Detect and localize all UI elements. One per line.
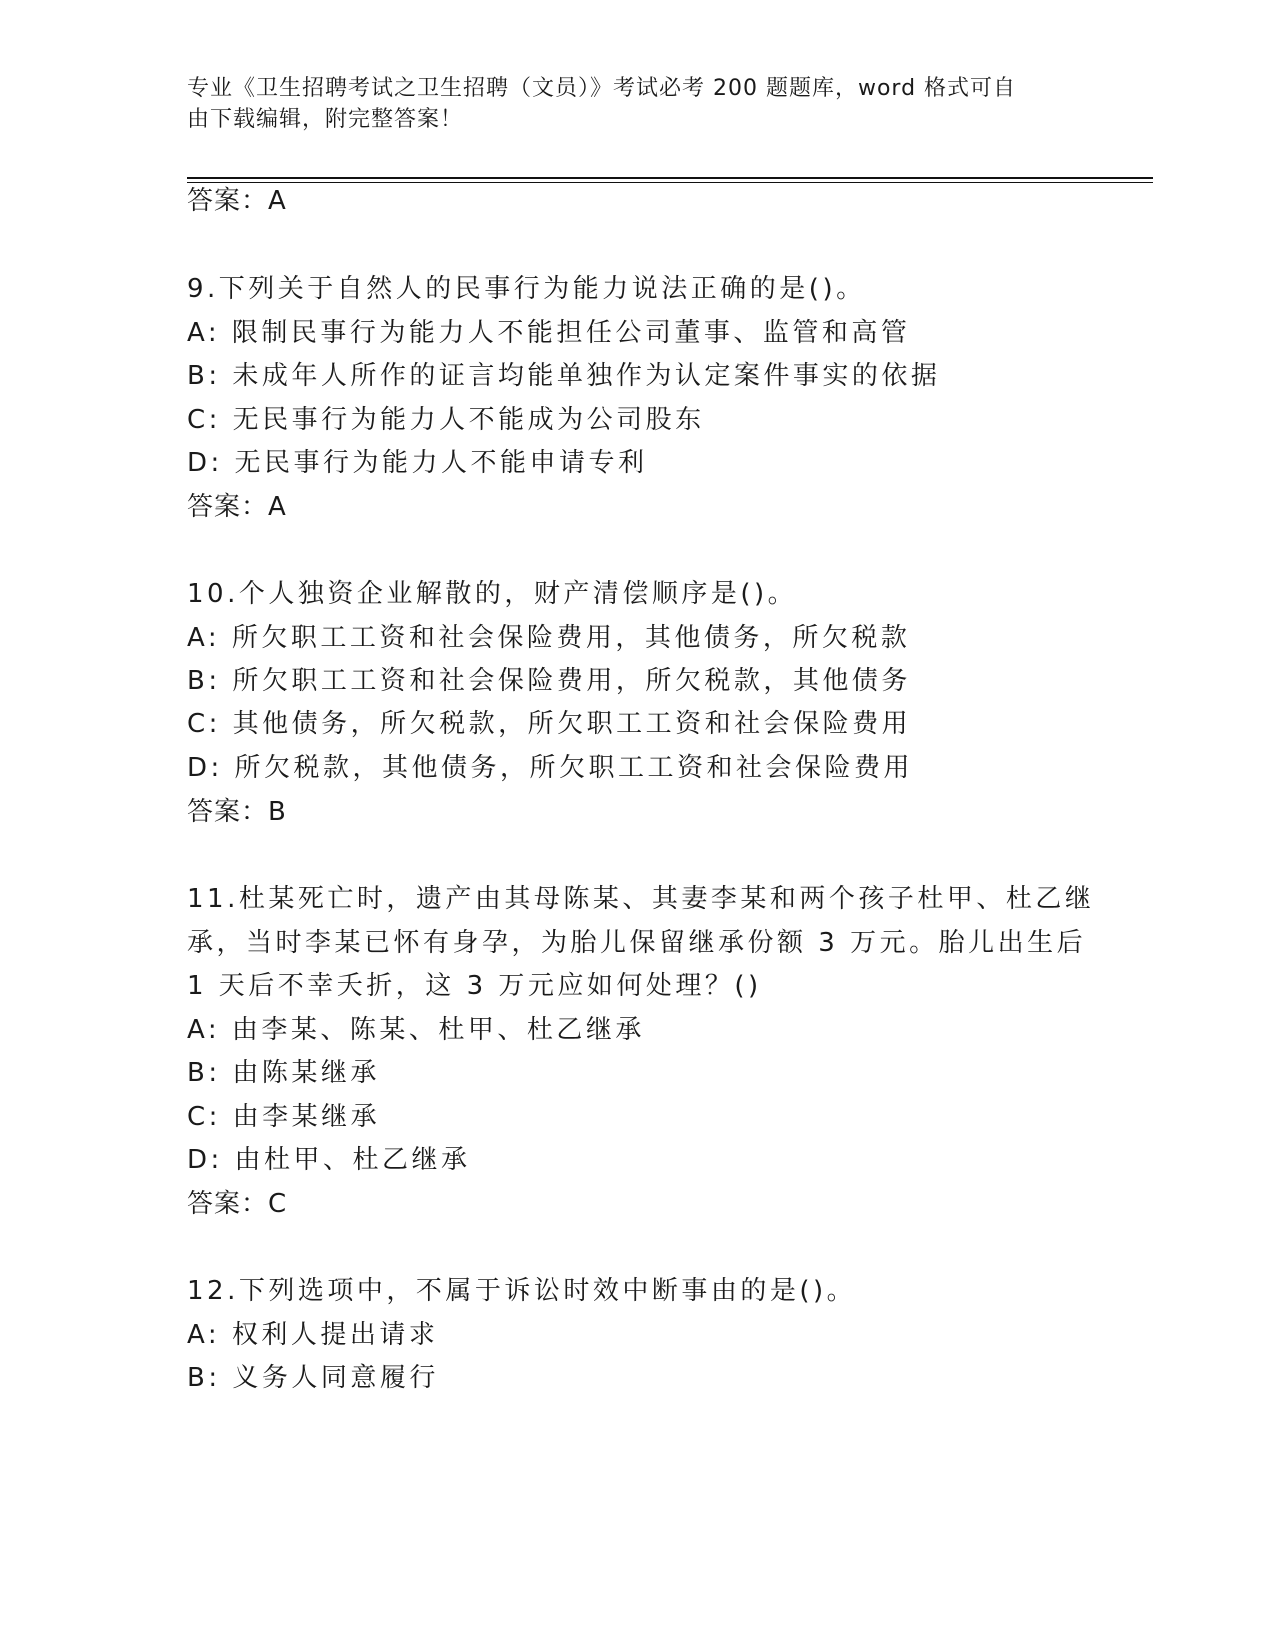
question-11-option-a: A: 由李某、陈某、杜甲、杜乙继承 [187, 1015, 645, 1045]
question-12-option-a: A: 权利人提出请求 [187, 1320, 439, 1350]
question-11-stem-line-2: 承，当时李某已怀有身孕，为胎儿保留继承份额 3 万元。胎儿出生后 [187, 928, 1087, 958]
header-line-2: 由下载编辑，附完整答案！ [187, 107, 464, 132]
question-9-option-a: A: 限制民事行为能力人不能担任公司董事、监管和高管 [187, 318, 911, 348]
question-11-option-b: B: 由陈某继承 [187, 1058, 380, 1088]
question-10-stem: 10.个人独资企业解散的，财产清偿顺序是()。 [187, 579, 798, 609]
header-divider-thin [187, 182, 1153, 183]
question-9-stem: 9.下列关于自然人的民事行为能力说法正确的是()。 [187, 274, 866, 304]
question-10-option-b: B: 所欠职工工资和社会保险费用，所欠税款，其他债务 [187, 666, 911, 696]
question-10-option-a: A: 所欠职工工资和社会保险费用，其他债务，所欠税款 [187, 623, 911, 653]
question-9-option-d: D: 无民事行为能力人不能申请专利 [187, 448, 648, 478]
question-10-option-d: D: 所欠税款，其他债务，所欠职工工资和社会保险费用 [187, 753, 914, 783]
question-12-option-b: B: 义务人同意履行 [187, 1363, 439, 1393]
question-11-stem-line-1: 11.杜某死亡时，遗产由其母陈某、其妻李某和两个孩子杜甲、杜乙继 [187, 884, 1095, 914]
question-11-stem-line-3: 1 天后不幸夭折，这 3 万元应如何处理？() [187, 971, 762, 1001]
question-10-option-c: C: 其他债务，所欠税款，所欠职工工资和社会保险费用 [187, 709, 912, 739]
header-line-1: 专业《卫生招聘考试之卫生招聘（文员）》考试必考 200 题题库，word 格式可自 [187, 76, 1017, 101]
document-header [187, 73, 1067, 135]
question-12-stem: 12.下列选项中，不属于诉讼时效中断事由的是()。 [187, 1276, 857, 1306]
header-divider-thick [187, 177, 1153, 179]
question-11-option-c: C: 由李某继承 [187, 1102, 381, 1132]
question-11-option-d: D: 由杜甲、杜乙继承 [187, 1145, 471, 1175]
question-9-answer: 答案：A [187, 492, 287, 522]
question-10-answer: 答案：B [187, 797, 287, 827]
question-9-option-b: B: 未成年人所作的证言均能单独作为认定案件事实的依据 [187, 361, 941, 391]
question-11-answer: 答案：C [187, 1189, 288, 1219]
answer-previous: 答案：A [187, 186, 287, 216]
question-9-option-c: C: 无民事行为能力人不能成为公司股东 [187, 405, 705, 435]
